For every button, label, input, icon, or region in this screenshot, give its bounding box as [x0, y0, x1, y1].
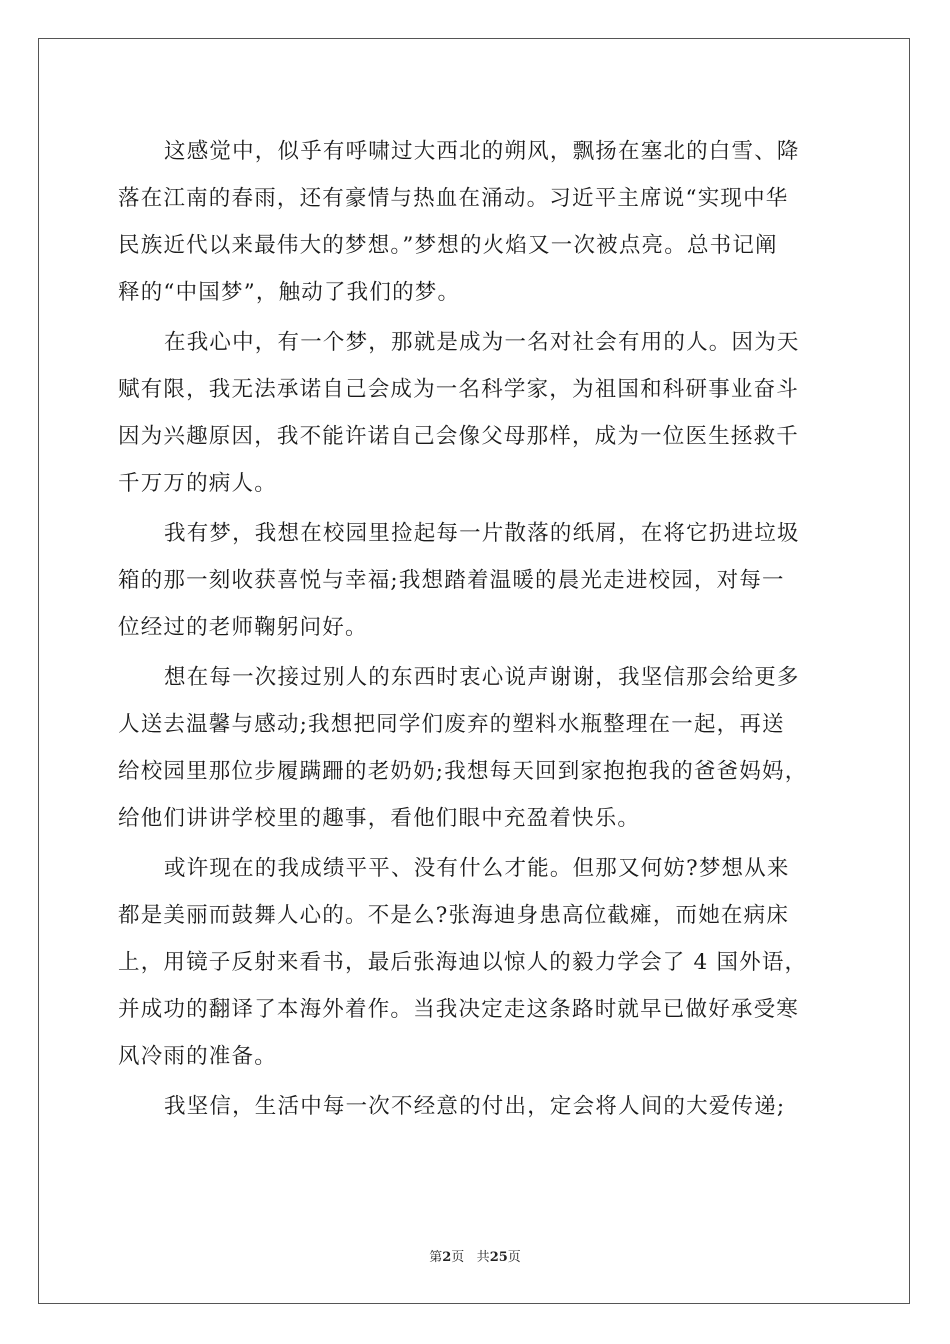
- text-line: 箱的那一刻收获喜悦与幸福;我想踏着温暖的晨光走进校园，对每一: [118, 568, 785, 593]
- text-line: 千万万的病人。: [118, 471, 277, 496]
- paragraph: [118, 1083, 834, 1130]
- text-line: 并成功的翻译了本海外着作。当我决定走这条路时就早已做好承受寒: [118, 997, 800, 1022]
- footer-page-suffix: 页: [451, 1250, 465, 1265]
- text-line: 给校园里那位步履蹒跚的老奶奶;我想每天回到家抱抱我的爸爸妈妈，: [118, 759, 808, 784]
- paragraph: [118, 128, 834, 316]
- current-page-number: 2: [442, 1250, 452, 1265]
- paragraph: [118, 319, 834, 507]
- text-line: 赋有限，我无法承诺自己会成为一名科学家，为祖国和科研事业奋斗: [118, 377, 800, 402]
- paragraph: [118, 845, 834, 1080]
- text-line: 民族近代以来最伟大的梦想。”梦想的火焰又一次被点亮。总书记阐: [118, 233, 778, 258]
- text-line: 给他们讲讲学校里的趣事，看他们眼中充盈着快乐。: [118, 806, 641, 831]
- text-line: 上，用镜子反射来看书，最后张海迪以惊人的毅力学会了 4 国外语，: [118, 950, 808, 975]
- text-line: 这感觉中，似乎有呼啸过大西北的朔风，飘扬在塞北的白雪、降: [164, 139, 800, 164]
- footer-prefix: 第: [429, 1250, 443, 1265]
- text-line: 人送去温馨与感动;我想把同学们废弃的塑料水瓶整理在一起，再送: [118, 712, 785, 737]
- total-pages-number: 25: [489, 1250, 508, 1265]
- page-footer: [0, 1246, 950, 1265]
- footer-total-suffix: 页: [507, 1250, 521, 1265]
- paragraph: [118, 654, 834, 842]
- text-line: 或许现在的我成绩平平、没有什么才能。但那又何妨?梦想从来: [164, 856, 790, 881]
- text-line: 想在每一次接过别人的东西时衷心说声谢谢，我坚信那会给更多: [164, 665, 800, 690]
- text-line: 位经过的老师鞠躬问好。: [118, 615, 368, 640]
- paragraph: [118, 510, 834, 651]
- document-body: [118, 128, 834, 1133]
- text-line: 风冷雨的准备。: [118, 1044, 277, 1069]
- text-line: 因为兴趣原因，我不能许诺自己会像父母那样，成为一位医生拯救千: [118, 424, 800, 449]
- text-line: 释的“中国梦”，触动了我们的梦。: [118, 280, 461, 305]
- text-line: 在我心中，有一个梦，那就是成为一名对社会有用的人。因为天: [164, 330, 800, 355]
- text-line: 我坚信，生活中每一次不经意的付出，定会将人间的大爱传递;: [164, 1094, 786, 1119]
- text-line: 落在江南的春雨，还有豪情与热血在涌动。习近平主席说“实现中华: [118, 186, 789, 211]
- footer-total-prefix: 共: [476, 1250, 490, 1265]
- text-line: 都是美丽而鼓舞人心的。不是么?张海迪身患高位截瘫，而她在病床: [118, 903, 790, 928]
- text-line: 我有梦，我想在校园里捡起每一片散落的纸屑，在将它扔进垃圾: [164, 521, 800, 546]
